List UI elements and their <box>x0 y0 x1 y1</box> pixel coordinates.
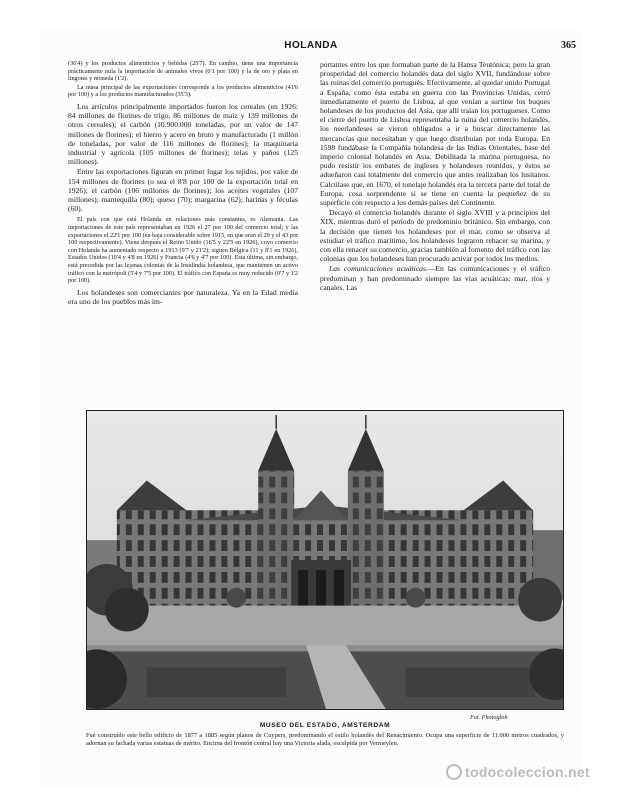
right-column <box>320 60 550 400</box>
right-paragraph-3-text: —En las comunicaciones y el tráfico predominan y han predominado siempre las vías acuáticas: mar, ríos y canales. Las <box>320 264 550 292</box>
photo-credit: Fot. Photoglob <box>470 714 508 721</box>
figure-caption-title: MUSEO DEL ESTADO, AMSTERDAM <box>259 722 391 729</box>
left-paragraph-5: El país con que está Holanda en relaciones más constantes, es Alemania. Las importaciones de este país representaban en 1926 el 27 por 100 del comercio total; y las exportaciones el 22'1 por 100 (en baja considerable sobre 1915, en que eran el 29 y el 43 por 100 respectivamente). Viene después el Reino Unido (16'5 y 22'5 en 1926), cuyo comercio con Holanda ha aumentado respecto a 1913 (9'7 y 21'2); siguen Bélgica (11 y 8'1 en 1926), Estados Unidos (10'4 y 4'8 en 1926) y Francia (4'6 y 4'7 por 100). Esta última, sin embargo, está precedida por las lejanas colonias de la Insulindia holandesa, que mantienen un activo tráfico con la metrópoli (5'4 y 7'5 por 100). El tráfico con España es muy reducido (0'7 y 1'2 por 100). <box>68 216 298 285</box>
page-header-title: HOLANDA <box>284 40 338 51</box>
museum-photograph <box>86 410 564 710</box>
left-paragraph-3: Los artículos principalmente importados fueron los cereales (en 1926: 84 millones de florines de trigo, 86 millones de maíz y 139 millones de otros cereales); el carbón (10.900.000 toneladas, por un valor de 147 millones de florines); el hierro y acero en bruto y manufacturado (1 millón de toneladas, por valor de 116 millones de florines); la maquinaria industrial y agrícola (105 millones de florines); telas y paños (125 millones). <box>68 101 298 167</box>
left-paragraph-6: Los holandeses son comerciantes por naturaleza. Ya en la Edad media era uno de los pueblos más im- <box>68 287 298 306</box>
right-paragraph-2: Decayó el comercio holandés durante el siglo XVIII y a principios del XIX, mientras duró el período de predominio británico. Sin embargo, con la decisión que tienen los holandeses por el mar, como se observa al estudiar el tráfico marítimo, los holandeses lograron rehacer su marina, y con ella renacer su comercio, gracias también al fomento del tráfico con las colonias que los holandeses han procurado activar por todos los medios. <box>320 208 550 264</box>
figure-caption-text: Fué construído este bello edificio de 1877 a 1885 según planos de Cuypers, predominando el estilo holandés del Renacimiento. Ocupa una superficie de 11.000 metros cuadrados, y adornan su fachada varias estatuas de mérito. Encima del frontón central hay una Victoria alada, esculpida por Vermeylen. <box>86 732 564 747</box>
page-number: 365 <box>561 40 576 51</box>
page-sheet <box>40 30 582 790</box>
running-head <box>40 40 582 56</box>
left-paragraph-1: (36'4) y los productos alimenticios y bebidas (25'7). En cambio, tiene una importancia prácticamente nula la importación de animales vivos (0'1 por 100) y la de oro y plata en lingotes y moneda (1'2). <box>68 60 298 83</box>
right-paragraph-1: portantes entre los que formaban parte de la Hansa Teutónica; pero la gran prosperidad del comercio holandés data del siglo XVII, fundándose sobre las ruinas del comercio portugués. Efectivamente, al quedar unido Portugal a España, como ésta estaba en guerra con las Provincias Unidas, cerró inmediatamente el puerto de Lisboa, al que venían a surtirse los buques holandeses de los productos del Asia, que allí traían los portugueses. Como el cierre del puerto de Lisboa representaba la ruina del comercio holandés, los neerlandeses se vieron obligados a ir a buscar directamente las mercancías que necesitaban y que luego distribuían por toda Europa. En 1598 fundábase la Compañía holandesa de las Indias Orientales, base del imperio colonial holandés en Asia. Debilitada la marina portuguesa, no pudo resistir los embates de ingleses y holandeses reunidos, y éstos se adueñaron casi totalmente del comercio que antes realizaban los lusitanos. Calcúlase que, en 1670, el tonelaje holandés era la tercera parte del total de Europa, cosa sorprendente si se tiene en cuenta la pequeñez de su superficie con respecto a los demás países del Continente. <box>320 60 550 208</box>
watermark <box>446 764 590 780</box>
left-paragraph-2: La masa principal de las exportaciones corresponde a los productos alimenticios (41'6 por 100) y a los productos manufacturados (35'3). <box>68 83 298 99</box>
right-paragraph-3 <box>320 264 550 292</box>
text-columns <box>68 60 550 400</box>
left-paragraph-4: Entre las exportaciones figuran en primer lugar los tejidos, por valor de 154 millones de florines (o sea el 8'8 por 100 de la exportación total en 1926); el carbón (106 millones de florines); los aceites vegetales (107 millones); mantequilla (80); queso (70); margarina (62); harinas y féculas (60). <box>68 167 298 214</box>
section-heading-comunicaciones: Las comunicaciones acuáticas. <box>329 264 428 274</box>
watermark-text: todocoleccion.net <box>465 764 590 780</box>
left-column <box>68 60 298 400</box>
todocoleccion-logo-icon <box>446 764 462 780</box>
rijksmuseum-illustration <box>87 411 563 709</box>
